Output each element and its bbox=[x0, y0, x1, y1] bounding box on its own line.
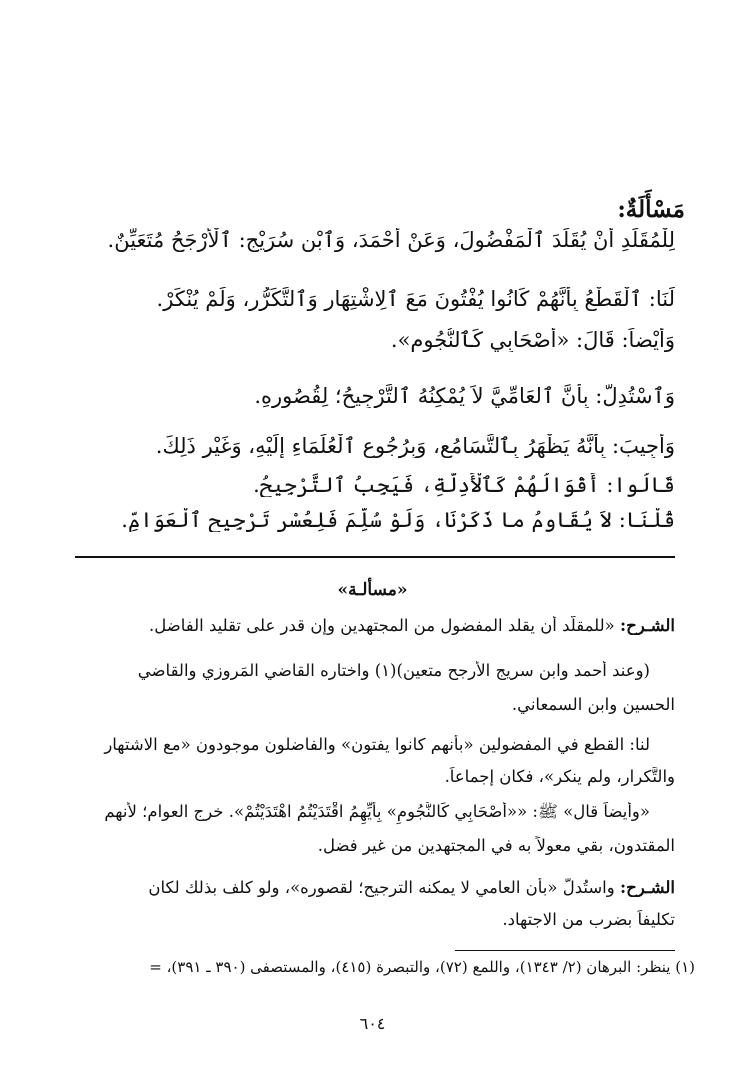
footnote: (١) ينظر: البرهان (٢/ ١٣٤٣)، واللمع (٧٢)، والتبصرة (٤١٥)، والمستصفى (٣٩٠ ـ ٣٩١)، = bbox=[149, 958, 695, 976]
matn-line-2: لَنَا: ٱلْقَطْعُ بِأَنَّهُمْ كَانُوا يُفْتُونَ مَعَ ٱلِاشْتِهَارِ وَٱلتَّكَرُّرِ، وَلَمْ يُنْكَرْ. bbox=[156, 287, 675, 311]
matn-line-4: وَٱسْتُدِلَّ: بِأَنَّ ٱلعَامِّيَّ لاَ يُمْكِنُهُ ٱلتَّرْجِيحُ؛ لِقُصُورِهِ. bbox=[254, 384, 675, 408]
sharh-paragraph-3-line-2: والتَّكرار، ولم ينكر»، فكان إجماعاً. bbox=[444, 767, 675, 786]
sharh-paragraph-5-line-2: تكليفاً بضرب من الاجتهاد. bbox=[502, 910, 675, 929]
sharh-text: «للمقلّد أن يقلد المفضول من المجتهدين وإن قدر على تقليد الفاضل. bbox=[148, 616, 615, 635]
sharh-lead-label: الشـرح: bbox=[619, 616, 675, 635]
matn-line-5: وَأُجِيبَ: بِأَنَّهُ يَظْهَرُ بِٱلتَّسَامُعِ، وَبِرُجُوعِ ٱلْعُلَمَاءِ إِلَيْهِ، وَغَيْرِ ذَلِكَ. bbox=[155, 434, 675, 458]
sharh-paragraph-2-line-1: (وعند أحمد وابن سريج الأرجح متعين)(١) واختاره القاضي المَروزي والقاضي bbox=[137, 661, 650, 680]
sharh-paragraph-4-line-2: المقتدون، بقي معولاً به في المجتهدين من غير فضل. bbox=[317, 836, 675, 855]
section-divider bbox=[75, 556, 675, 558]
footnote-divider bbox=[455, 950, 675, 951]
sharh-paragraph-2-line-2: الحسين وابن السمعاني. bbox=[511, 695, 675, 714]
sharh-text: واستُدلّ «بأن العامي لا يمكنه الترجيح؛ لقصوره»، ولو كلف بذلك لكان bbox=[148, 878, 615, 897]
matn-heading: مَسْأَلَةٌ: bbox=[617, 196, 685, 223]
sharh-paragraph-5-line-1 bbox=[70, 878, 675, 897]
matn-line-7: قُلْنَا: لاَ يُقَاوِمُ ما ذَكَرْنَا، وَلَوْ سُلِّمَ فَلِعُسْرِ تَرْجِيحِ ٱلْعَوَامِّ. bbox=[121, 508, 675, 532]
sharh-paragraph-1-line-1 bbox=[70, 616, 675, 635]
sharh-paragraph-4-line-1: «وأيضاً قال» ﷺ: ««أَصْحَابِي كَالنُّجُومِ» بِأَيِّهِمُ اقْتَدَيْتُمُ اهْتَدَيْتُمْ». خرج العوام؛ لأنهم bbox=[104, 802, 650, 821]
matn-line-1: لِلْمُقَلِّدِ أَنْ يُقَلِّدَ ٱلْمَفْضُولَ، وَعَنْ أَحْمَدَ، وَٱبْنِ سُرَيْجٍ: ٱلْأَرْجَحُ مُتَعَيِّنٌ. bbox=[107, 228, 675, 252]
matn-line-3: وَأَيْضاً: قَالَ: «أَصْحَابِي كَٱلنُّجُومِ». bbox=[390, 328, 675, 352]
sharh-lead-label: الشـرح: bbox=[619, 878, 675, 897]
sharh-heading: «مسألـة» bbox=[337, 580, 408, 600]
matn-line-6: قَالُوا: أَقْوَالُهُمْ كَٱلْأَدِلَّةِ، فَيَجِبُ ٱلتَّرْجِيحُ. bbox=[253, 473, 675, 497]
sharh-paragraph-3-line-1: لنا: القطع في المفضولين «بأنهم كانوا يفتون» والفاضلون موجودون «مع الاشتهار bbox=[104, 735, 650, 754]
page-number: ٦٠٤ bbox=[359, 1014, 386, 1033]
